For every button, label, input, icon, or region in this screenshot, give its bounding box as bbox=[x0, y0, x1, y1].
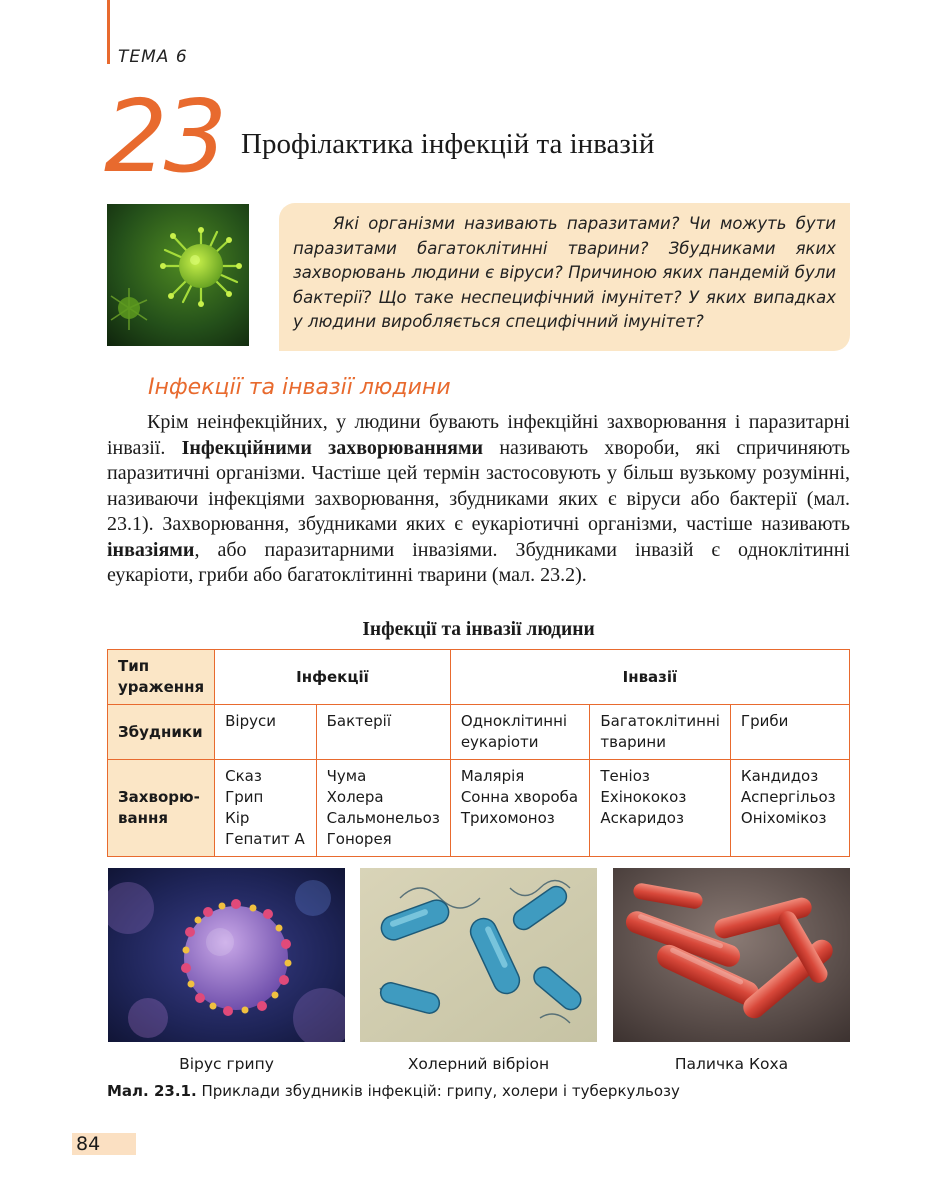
infections-table bbox=[107, 649, 850, 857]
koch-bacillus-photo bbox=[613, 868, 850, 1042]
disease: Аскаридоз bbox=[600, 809, 684, 827]
table-cell bbox=[730, 760, 849, 857]
table-title: Інфекції та інвазії людини bbox=[362, 619, 595, 640]
disease: Кір bbox=[225, 809, 250, 827]
term-invasions: інвазіями bbox=[107, 538, 195, 561]
table-cell: Віруси bbox=[215, 705, 317, 760]
disease: Чума bbox=[326, 767, 367, 785]
disease: Трихомоноз bbox=[460, 809, 555, 827]
figure-label: Мал. 23.1. bbox=[107, 1082, 197, 1100]
caption-flu-virus: Вірус грипу bbox=[179, 1055, 274, 1073]
table-row bbox=[108, 760, 850, 857]
page-number: 84 bbox=[76, 1133, 101, 1155]
caption-koch-bacillus: Паличка Коха bbox=[674, 1055, 789, 1073]
table-cell bbox=[215, 760, 317, 857]
body-text-part-1: Крім неінфекційних, у людини бувають інфекційні захворювання і паразитарні інвазії. bbox=[107, 411, 850, 459]
group-invasions: Інвазії bbox=[450, 650, 849, 705]
row-header-pathogens: Збудники bbox=[108, 705, 215, 760]
table-cell: Одноклітинні еукаріоти bbox=[450, 705, 590, 760]
term-infections: Інфекційними захворюваннями bbox=[181, 436, 484, 459]
row-header-diseases: Захворю-вання bbox=[108, 760, 215, 857]
body-paragraph bbox=[107, 410, 850, 589]
table-row bbox=[108, 705, 850, 760]
lesson-title: Профілактика інфекцій та інвазій bbox=[241, 128, 655, 160]
topic-label: ТЕМА 6 bbox=[118, 47, 188, 67]
figure-caption-text: Приклади збудників інфекцій: грипу, холери і туберкульозу bbox=[196, 1082, 680, 1100]
disease: Ехінококоз bbox=[600, 788, 687, 806]
disease: Теніоз bbox=[600, 767, 650, 785]
caption-cholera-vibrio: Холерний вібріон bbox=[407, 1055, 550, 1073]
table-cell bbox=[590, 760, 731, 857]
table-cell bbox=[316, 760, 450, 857]
virus-illustration bbox=[107, 204, 249, 346]
disease: Малярія bbox=[460, 767, 525, 785]
table-row bbox=[108, 650, 850, 705]
disease: Сонна хвороба bbox=[460, 788, 579, 806]
flu-virus-photo bbox=[108, 868, 345, 1042]
topic-bar bbox=[107, 0, 110, 64]
group-infections: Інфекції bbox=[215, 650, 451, 705]
question-text: Які організми називають паразитами? Чи можуть бути паразитами багатоклітинні тварини? Збудниками яких захворювань людини є віруси? Причиною яких пандемій були бактерії? Що таке неспецифічний імунітет? У яких випадках у людини виробляється специфічний імунітет? bbox=[293, 214, 836, 331]
disease: Гепатит А bbox=[225, 830, 305, 848]
lesson-number: 23 bbox=[104, 78, 224, 195]
body-text-part-2: називають хвороби, які спричиняють паразитичні організми. Частіше цей термін застосовують у більш вузькому розумінні, називаючи інфекціями захворювання, збудниками яких є віруси або бактерії (мал. 23.1). Захворювання, збудниками яких є еукаріотичні організми, частіше називають bbox=[107, 436, 850, 535]
table-cell: Бактерії bbox=[316, 705, 450, 760]
table-cell: Багатоклітинні тварини bbox=[590, 705, 731, 760]
cholera-vibrio-photo bbox=[360, 868, 597, 1042]
disease: Грип bbox=[225, 788, 264, 806]
body-text-part-3: , або паразитарними інвазіями. Збудниками інвазій є одноклітинні еукаріоти, гриби або багатоклітинні тварини (мал. 23.2). bbox=[107, 538, 850, 586]
table-cell bbox=[450, 760, 590, 857]
disease: Кандидоз bbox=[740, 767, 819, 785]
body-text bbox=[107, 410, 850, 589]
header-type-cell: Тип ураження bbox=[108, 650, 215, 705]
figure-caption bbox=[107, 1082, 680, 1100]
question-box bbox=[279, 203, 850, 351]
disease: Гонорея bbox=[326, 830, 392, 848]
disease: Сказ bbox=[225, 767, 262, 785]
section-heading: Інфекції та інвазії людини bbox=[148, 375, 451, 400]
disease: Оніхомікоз bbox=[740, 809, 827, 827]
disease: Аспергільоз bbox=[740, 788, 836, 806]
disease: Холера bbox=[326, 788, 384, 806]
table-cell: Гриби bbox=[730, 705, 849, 760]
disease: Сальмонельоз bbox=[326, 809, 440, 827]
